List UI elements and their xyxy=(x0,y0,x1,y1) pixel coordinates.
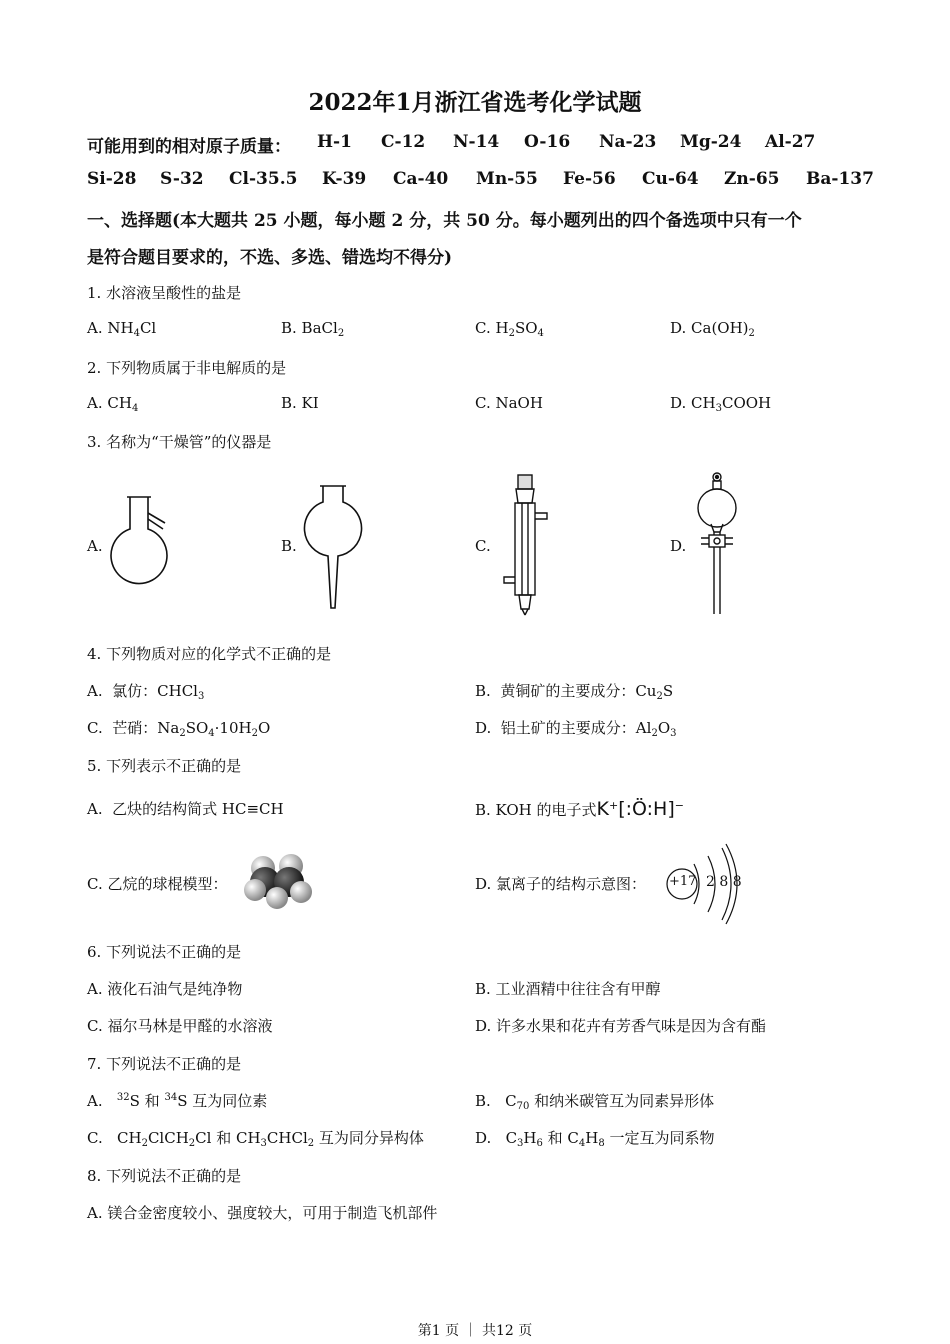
question-4-option-a: A. 氯仿：CHCl$_3$ xyxy=(87,682,205,702)
question-1-option-a: A. $NH_4Cl$ xyxy=(87,319,157,339)
question-7-option-d: D. $C_3H_6$ 和 $C_4H_8$ 一定互为同系物 xyxy=(475,1129,715,1149)
question-7-option-b: B. $C_{70}$ 和纳米碳管互为同素异形体 xyxy=(475,1092,715,1112)
question-4-option-b: B. 黄铜矿的主要成分：$Cu_2S$ xyxy=(475,682,674,702)
mass-fe: Fe-56 xyxy=(563,169,616,189)
page-title: 2022年1月浙江省选考化学试题 xyxy=(308,89,642,116)
question-7-option-a: A. $^{32}$S 和 $^{34}$S 互为同位素 xyxy=(87,1092,268,1110)
mass-na: Na-23 xyxy=(599,132,657,152)
mass-cl: Cl-35.5 xyxy=(229,169,298,189)
question-7-option-c: C. $CH_2ClCH_2Cl$ 和 $CH_3CHCl_2$ 互为同分异构体 xyxy=(87,1129,424,1149)
question-1-stem: 1. 水溶液呈酸性的盐是 xyxy=(87,284,242,302)
question-5-option-b: B. KOH 的电子式K+[:Ö:H]− xyxy=(475,798,684,820)
mass-ca: Ca-40 xyxy=(393,169,449,189)
question-5-stem: 5. 下列表示不正确的是 xyxy=(87,757,242,775)
question-5-option-c-label: C. 乙烷的球棍模型： xyxy=(87,875,228,893)
mass-cu: Cu-64 xyxy=(642,169,699,189)
question-2-stem: 2. 下列物质属于非电解质的是 xyxy=(87,359,287,377)
question-8-stem: 8. 下列说法不正确的是 xyxy=(87,1167,242,1185)
question-6-option-b: B. 工业酒精中往往含有甲醇 xyxy=(475,980,661,998)
mass-mg: Mg-24 xyxy=(680,132,742,152)
page-footer: 第1 页 ｜ 共12 页 xyxy=(417,1323,533,1339)
mass-k: K-39 xyxy=(322,169,367,189)
mass-si: Si-28 xyxy=(87,169,137,189)
mass-s: S-32 xyxy=(160,169,204,189)
question-4-option-c: C. 芒硝：$Na_2SO_4\cdot 10H_2O$ xyxy=(87,719,271,739)
question-7-stem: 7. 下列说法不正确的是 xyxy=(87,1055,242,1073)
question-3-option-a-label: A. xyxy=(87,537,103,555)
mass-mn: Mn-55 xyxy=(476,169,538,189)
section-heading-line-2: 是符合题目要求的，不选、多选、错选均不得分) xyxy=(87,248,453,268)
distillation-flask-icon xyxy=(105,495,175,595)
question-6-stem: 6. 下列说法不正确的是 xyxy=(87,943,242,961)
separatory-funnel-icon xyxy=(693,470,743,620)
electron-shells: 2 8 8 xyxy=(706,874,742,890)
question-2-option-d: D. $CH_3COOH$ xyxy=(670,394,772,414)
question-4-stem: 4. 下列物质对应的化学式不正确的是 xyxy=(87,645,332,663)
mass-n: N-14 xyxy=(453,132,500,152)
condenser-icon xyxy=(500,473,556,618)
mass-al: Al-27 xyxy=(765,132,816,152)
question-6-option-c: C. 福尔马林是甲醛的水溶液 xyxy=(87,1017,273,1035)
mass-zn: Zn-65 xyxy=(724,169,780,189)
mass-c: C-12 xyxy=(381,132,426,152)
question-2-option-c: C. NaOH xyxy=(475,394,543,412)
question-1-option-b: B. BaCl$_2$ xyxy=(281,319,345,339)
atomic-mass-label: 可能用到的相对原子质量： xyxy=(87,137,291,157)
question-3-option-c-label: C. xyxy=(475,537,491,555)
bulb-tube-icon xyxy=(302,484,364,614)
question-4-option-d: D. 铝土矿的主要成分：$Al_2O_3$ xyxy=(475,719,677,739)
mass-h: H-1 xyxy=(317,132,352,152)
question-3-stem: 3. 名称为“干燥管”的仪器是 xyxy=(87,433,272,451)
ethane-model-icon xyxy=(243,852,315,912)
question-2-option-a: A. $CH_4$ xyxy=(87,394,139,414)
question-3-option-b-label: B. xyxy=(281,537,297,555)
section-heading-line-1: 一、选择题(本大题共 25 小题，每小题 2 分，共 50 分。每小题列出的四个备选项中只有一个 xyxy=(87,211,802,231)
question-1-option-d: D. $Ca(OH)_2$ xyxy=(670,319,755,339)
mass-o: O-16 xyxy=(524,132,571,152)
question-2-option-b: B. KI xyxy=(281,394,319,412)
question-1-option-c: C. $H_2SO_4$ xyxy=(475,319,544,339)
mass-ba: Ba-137 xyxy=(806,169,874,189)
nucleus-charge: +17 xyxy=(669,874,697,889)
question-5-option-d-label: D. 氯离子的结构示意图： xyxy=(475,875,647,893)
question-6-option-d: D. 许多水果和花卉有芳香气味是因为含有酯 xyxy=(475,1017,767,1035)
question-8-option-a: A. 镁合金密度较小、强度较大，可用于制造飞机部件 xyxy=(87,1204,438,1222)
question-6-option-a: A. 液化石油气是纯净物 xyxy=(87,980,243,998)
question-5-option-a: A. 乙炔的结构简式 HC≡CH xyxy=(87,800,284,818)
question-3-option-d-label: D. xyxy=(670,537,687,555)
